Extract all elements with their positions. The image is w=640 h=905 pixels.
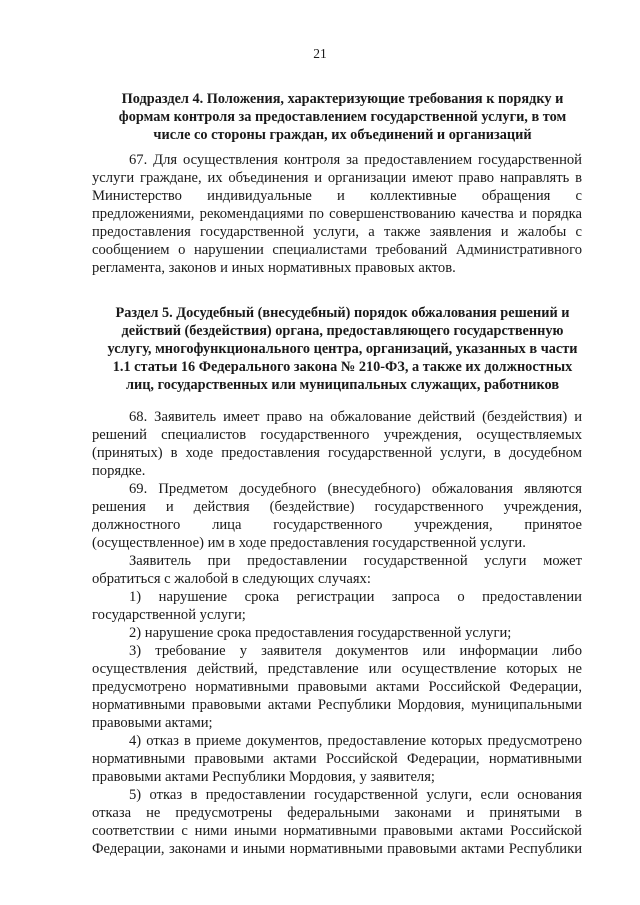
text-line: 67. Для осуществления контроля за предоставлением государственной (129, 152, 582, 168)
text-line: (принятых) в ходе предоставления государственной услуги, в досудебном (92, 445, 582, 461)
text-line: 68. Заявитель имеет право на обжалование действий (бездействия) и (129, 409, 582, 425)
list-item-5 (92, 786, 582, 858)
subsection-4-heading (95, 90, 590, 144)
list-item-1 (92, 588, 582, 624)
text-line: предоставления государственной услуги, а также заявления и жалобы с (92, 224, 582, 240)
text-line: 2) нарушение срока предоставления государственной услуги; (129, 625, 512, 641)
text-line: регламента, законов и иных нормативных правовых актов. (92, 260, 456, 276)
list-item-3 (92, 642, 582, 732)
heading-line: числе со стороны граждан, их объединений и организаций (153, 127, 532, 143)
text-line: обратиться с жалобой в следующих случаях: (92, 571, 371, 587)
heading-line: услугу, многофункционального центра, организаций, указанных в части (107, 341, 578, 357)
text-line: предусмотрено нормативными правовыми актами Российской Федерации, (92, 679, 582, 695)
text-line: сообщением о нарушении специалистами требований Административного (92, 242, 582, 258)
list-item-2 (92, 624, 582, 642)
heading-line: действий (бездействия) органа, предоставляющего государственную (121, 323, 564, 339)
text-line: нормативными правовыми актами Российской Федерации, нормативными (92, 751, 582, 767)
text-line: 4) отказ в приеме документов, предоставление которых предусмотрено (129, 733, 582, 749)
paragraph-69 (92, 480, 582, 552)
text-line: соответствии с ними иными нормативными правовыми актами Российской (92, 823, 582, 839)
text-line: порядке. (92, 463, 146, 479)
text-line: предложениями, рекомендациями по совершенствованию качества и порядка (92, 206, 582, 222)
paragraph-67 (92, 151, 582, 277)
text-line: должностного лица государственного учреждения, принятое (92, 517, 582, 533)
complaint-intro (92, 552, 582, 588)
text-line: нормативными правовыми актами Республики Мордовия, муниципальными (92, 697, 582, 713)
text-line: услуги граждане, их объединения и организации имеют право направлять в (92, 170, 582, 186)
heading-line: Раздел 5. Досудебный (внесудебный) порядок обжалования решений и (115, 305, 570, 321)
text-line: Министерство индивидуальные и коллективные обращения с (92, 188, 582, 204)
paragraph-68 (92, 408, 582, 480)
heading-line: 1.1 статьи 16 Федерального закона № 210-ФЗ, а также их должностных (112, 359, 573, 375)
heading-line: Подраздел 4. Положения, характеризующие требования к порядку и (121, 91, 564, 107)
section-5-heading (95, 304, 590, 394)
text-line: осуществления действий, представление или осуществление которых не (92, 661, 582, 677)
text-line: Заявитель при предоставлении государственной услуги может (129, 553, 582, 569)
text-line: 69. Предметом досудебного (внесудебного) обжалования являются (129, 481, 582, 497)
text-line: 5) отказ в предоставлении государственной услуги, если основания (129, 787, 582, 803)
text-line: Федерации, законами и иными нормативными правовыми актами Республики (92, 841, 582, 857)
text-line: отказа не предусмотрены федеральными законами и принятыми в (92, 805, 582, 821)
text-line: (осуществленное) им в ходе предоставления государственной услуги. (92, 535, 526, 551)
text-line: решений специалистов государственного учреждения, осуществляемых (92, 427, 582, 443)
list-item-4 (92, 732, 582, 786)
page-number: 21 (313, 46, 327, 61)
text-line: 1) нарушение срока регистрации запроса о предоставлении (129, 589, 582, 605)
heading-line: лиц, государственных или муниципальных служащих, работников (125, 377, 560, 393)
text-line: правовыми актами Республики Мордовия, у заявителя; (92, 769, 435, 785)
text-line: правовыми актами; (92, 715, 213, 731)
heading-line: формам контроля за предоставлением государственной услуги, в том (118, 109, 567, 125)
text-line: 3) требование у заявителя документов или информации либо (129, 643, 582, 659)
text-line: решения и действия (бездействие) государственного учреждения, (92, 499, 582, 515)
text-line: государственной услуги; (92, 607, 246, 623)
